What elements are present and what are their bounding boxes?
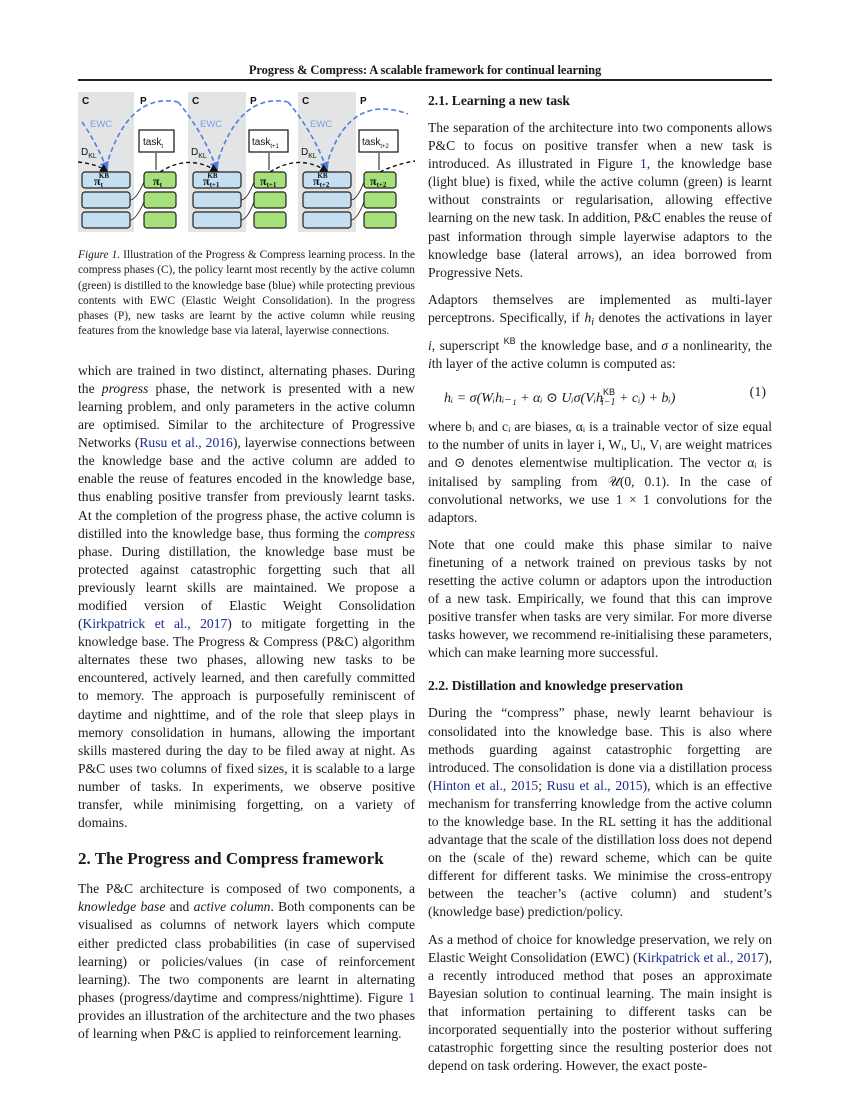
active-policy-label-3: πt+2 — [370, 174, 387, 189]
math-h: h — [584, 309, 592, 325]
task-box-2: task$_{t+1}$ — [252, 137, 279, 150]
p-label-3: P — [360, 96, 367, 107]
text: phase, the network is presented with a new learning problem, and only parameters in the active column are optimised. Similar to the architecture of Progressive Networks ( — [78, 380, 415, 451]
equation-kb-sup: KB — [602, 387, 615, 398]
equation-number: (1) — [749, 385, 766, 401]
compress-bg-1 — [78, 92, 134, 232]
math-sigma: σ — [661, 338, 668, 354]
text: The P&C architecture is composed of two components, a — [78, 881, 415, 897]
p-label-1: P — [140, 96, 147, 107]
equation-tail: + cᵢ) + bᵢ) — [615, 391, 676, 407]
ewc-label-2: EWC — [200, 119, 223, 130]
task-box-3: task$_{t+2}$ — [362, 137, 389, 150]
figure-1-diagram — [78, 92, 415, 242]
text: the knowledge base, and — [515, 338, 662, 354]
kb-policy-label-1: πtKB — [94, 172, 110, 189]
text: ), layerwise connections between the knowledge base and the active column are added to enable the reuse of features encoded in the knowledge base, thus enabling positive transfer from previously learnt tasks. At the completion of the progress phase, the active column is distilled into the knowledge base, thus forming the — [78, 435, 415, 541]
subsection-2-2-paragraph-1 — [428, 704, 772, 921]
citation-kirkpatrick-2017[interactable]: Kirkpatrick et al., 2017 — [637, 949, 765, 965]
left-column — [78, 92, 415, 1052]
c-label-1: C — [82, 96, 90, 107]
citation-rusu-2016[interactable]: Rusu et al., 2016 — [139, 435, 233, 451]
subsection-2-2-heading: 2.2. Distillation and knowledge preservation — [428, 678, 684, 694]
citation-kirkpatrick-2017[interactable]: Kirkpatrick et al., 2017 — [82, 616, 228, 632]
progress-compress-diagram — [78, 92, 415, 242]
figure-caption-text: Illustration of the Progress & Compress learning process. In the compress phases (C), the policy learnt most recently by the active column (green) is distilled to the knowledge base (blue) while protecting previous contents with EWC (Elastic Weight Consolidation). In the progress phases (P), new tasks are learnt by the active column while reusing features from the knowledge base via lateral, layerwise connections. — [78, 249, 415, 338]
text: provides an illustration of the architecture and the two phases of learning when P&C is applied to reinforcement learning. — [78, 1007, 415, 1041]
ewc-label-3: EWC — [310, 119, 333, 130]
task-box-1: task$_t$ — [143, 137, 164, 150]
citation-rusu-2015[interactable]: Rusu et al., 2015 — [546, 777, 643, 793]
superscript-kb: KB — [503, 336, 516, 347]
text: , superscript — [431, 338, 504, 354]
text: ), a recently introduced method that poses an approximate Bayesian solution to continual learning. The main insight is that information pertaining to different tasks can be incorporated sequentially into the posterior without suffering catastrophic forgetting since the resulting posterior does not depend on task ordering. However, the exact poste- — [428, 949, 772, 1074]
text: Adaptors themselves are implemented as multi-layer perceptrons. Specifically, if — [428, 291, 772, 325]
citation-hinton-2015[interactable]: Hinton et al., 2015 — [432, 777, 539, 793]
text: The separation of the architecture into two components allows P&C to focus on positive transfer when a new task is introduced. As illustrated in Figure — [428, 120, 772, 172]
subsection-2-1-paragraph-3: where bᵢ and cᵢ are biases, αᵢ is a trainable vector of size equal to the number of units in layer i, Wᵢ, Uᵢ, Vᵢ are weight matrices and ⊙ denotes elementwise multiplication. The vector αᵢ is initalised by sampling from 𝒰(0, 0.1). In the case of convolutional networks, we use 1 × 1 convolutions for the adaptors. — [428, 419, 772, 525]
p-label-2: P — [250, 96, 257, 107]
math-sub-i: i — [591, 316, 595, 328]
subsection-2-2-paragraph-2 — [428, 931, 772, 1076]
c-label-2: C — [192, 96, 200, 107]
math-i: i — [428, 338, 432, 354]
section-2-paragraph — [78, 880, 415, 1043]
running-head: Progress & Compress: A scalable framework for continual learning — [248, 63, 602, 77]
dkl-label-2: $D_{KL}$ — [191, 147, 207, 160]
math-i: i — [428, 356, 432, 372]
equation-kb-sub: i−1 — [601, 397, 616, 409]
text: which are trained in two distinct, alternating phases. During the — [78, 362, 415, 396]
header-rule — [78, 79, 772, 81]
active-policy-label-2: πt+1 — [260, 174, 277, 189]
text: denotes the activations in layer — [594, 309, 772, 325]
subsection-2-1-heading: 2.1. Learning a new task — [428, 93, 570, 108]
dkl-label-3: $D_{KL}$ — [301, 147, 317, 160]
subsection-2-1-paragraph-2 — [428, 291, 772, 373]
text: During the “compress” phase, newly learnt behaviour is consolidated into the knowledge base. This is also where methods guarding against catastrophic forgetting are introduced. The consolidation is done via a distillation process ( — [428, 705, 772, 793]
section-2-heading: 2. The Progress and Compress framework — [78, 849, 384, 869]
text: , the knowledge base (light blue) is fixed, while the active column (green) is learnt without constraints or regularisation, allowing effective learning on the new task. In addition, P&C enables the reuse of past information through simple layerwise adaptors to the knowledge base (lateral arrows), an idea borrowed from Progressive Nets. — [428, 156, 772, 280]
right-column — [428, 92, 772, 1084]
kb-policy-label-2: πt+1KB — [203, 172, 220, 189]
figure-1-link[interactable]: 1 — [639, 156, 647, 172]
ewc-label-1: EWC — [90, 119, 113, 130]
figure-1-link[interactable]: 1 — [408, 989, 415, 1005]
emphasis-compress: compress — [364, 525, 415, 541]
text: ; — [538, 777, 547, 793]
figure-caption — [78, 248, 415, 340]
text: phase. During distillation, the knowledge base must be protected against catastrophic forgetting such that all previously learnt skills are maintained. We propose a modified version of Elastic Weight Consolidation ( — [78, 543, 415, 632]
dkl-label-1: $D_{KL}$ — [81, 147, 97, 160]
equation-lhs: hᵢ = σ(Wᵢhᵢ₋₁ + αᵢ ⊙ Uᵢσ(Vᵢh — [444, 391, 603, 407]
emphasis-knowledge-base: knowledge base — [78, 899, 166, 915]
active-policy-label-1: πt — [153, 174, 162, 189]
text: ), which is an effective mechanism for transferring knowledge from the active column to the knowledge base. In the RL setting it has the additional advantage that the scale of the distillation loss does not depend on the (scale of the) reward scheme, which can be quite different for different tasks. We minimise the cross-entropy between the teacher’s (active column) and student’s (knowledge base) prediction/policy. — [428, 777, 772, 920]
text: As a method of choice for knowledge preservation, we rely on Elastic Weight Consolidation (EWC) ( — [428, 931, 772, 965]
emphasis-active-column: active column — [193, 899, 271, 915]
intro-paragraph — [78, 362, 415, 832]
text: . Both components can be visualised as columns of network layers which compute either predicted class probabilities (in case of supervised learning) or policies/values (in case of reinforcement learning). The two components are learnt in alternating phases (progress/daytime and compress/nighttime). Figure — [78, 899, 415, 1005]
subsection-2-1-paragraph-4: Note that one could make this phase similar to naive finetuning of a network trained on previous tasks by not resetting the active column or adaptors upon the introduction of a new task. Empirically, we found that this can improve positive transfer when tasks are very similar. For more diverse tasks however, we recommend re-initialising these parameters, which can make learning more successful. — [428, 536, 772, 661]
c-label-3: C — [302, 96, 310, 107]
equation-1 — [428, 382, 772, 408]
text: ) to mitigate forgetting in the knowledge base. The Progress & Compress (P&C) algorithm alternates these two phases, allowing new tasks to be encountered, actively learned, and then carefully committed to memory. The approach is purposefully reminiscent of daytime and nighttime, and of the role that sleep plays in memory consolidation in humans, allowing the important skills mastered during the day to be filed away at night. As P&C uses two columns of fixed sizes, it is scalable to a large number of tasks. In experiments, we observe positive transfer, while minimising forgetting, on a variety of domains. — [78, 616, 415, 831]
text: a nonlinearity, the — [667, 338, 772, 354]
text: and — [165, 899, 194, 915]
emphasis-progress: progress — [101, 380, 149, 396]
equation-body — [444, 384, 675, 412]
kb-policy-label-3: πt+2KB — [313, 172, 330, 189]
text: th layer of the active column is computed as: — [431, 356, 676, 372]
subsection-2-1-paragraph-1 — [428, 119, 772, 282]
figure-caption-label: Figure 1. — [78, 249, 121, 261]
